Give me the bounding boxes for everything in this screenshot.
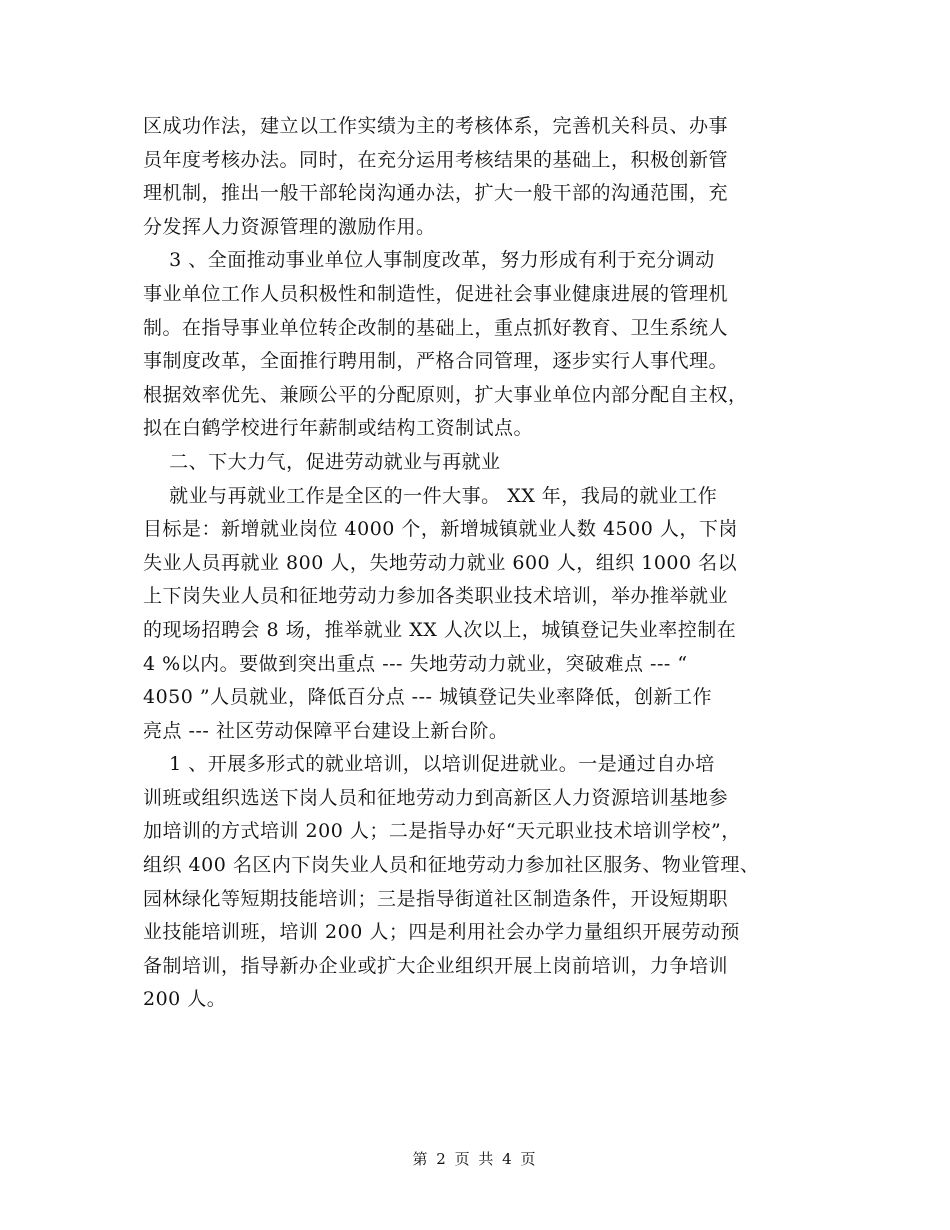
text-line: 组织 400 名区内下岗失业人员和征地劳动力参加社区服务、物业管理、 [143,854,760,877]
text-line: 200 人。 [143,988,227,1011]
text-line: 亮点 --- 社区劳动保障平台建设上新台阶。 [143,719,509,742]
text-line: 4050 ”人员就业，降低百分点 --- 城镇登记失业率降低，创新工作 [143,686,712,709]
page-footer: 第 2 页 共 4 页 [412,1150,538,1168]
text-line: 制。在指导事业单位转企改制的基础上，重点抓好教育、卫生系统人 [143,316,729,339]
text-line: 就业与再就业工作是全区的一件大事。 XX 年，我局的就业工作 [143,484,718,507]
text-line: 加培训的方式培训 200 人；二是指导办好“天元职业技术培训学校”， [143,820,741,843]
text-line: 备制培训，指导新办企业或扩大企业组织开展上岗前培训，力争培训 [143,954,729,977]
body-text [143,110,823,1017]
text-line: 的现场招聘会 8 场，推举就业 XX 人次以上，城镇登记失业率控制在 [143,618,737,641]
text-line: 区成功作法，建立以工作实绩为主的考核体系，完善机关科员、办事 [143,115,729,137]
text-line: 4 %以内。要做到突出重点 --- 失地劳动力就业，突破难点 --- “ [143,652,688,675]
text-line: 失业人员再就业 800 人，失地劳动力就业 600 人，组织 1000 名以 [143,551,738,574]
text-line: 训班或组织选送下岗人员和征地劳动力到高新区人力资源培训基地参 [143,786,729,809]
text-line: 事制度改革，全面推行聘用制，严格合同管理，逐步实行人事代理。 [143,350,729,373]
text-line: 理机制，推出一般干部轮岗沟通办法，扩大一般干部的沟通范围，充 [143,182,729,205]
text-line: 1 、开展多形式的就业培训，以培训促进就业。一是通过自办培 [143,753,715,776]
text-line: 园林绿化等短期技能培训；三是指导街道社区制造条件，开设短期职 [143,887,729,910]
section-heading: 二、下大力气，促进劳动就业与再就业 [143,450,501,473]
text-line: 分发挥人力资源管理的激励作用。 [143,215,436,238]
text-line: 事业单位工作人员积极性和制造性，促进社会事业健康进展的管理机 [143,282,729,305]
text-line: 根据效率优先、兼顾公平的分配原则，扩大事业单位内部分配自主权， [143,383,748,406]
text-line: 目标是：新增就业岗位 4000 个，新增城镇就业人数 4500 人，下岗 [143,518,738,541]
text-line: 3 、全面推动事业单位人事制度改革，努力形成有利于充分调动 [143,249,715,272]
text-line: 上下岗失业人员和征地劳动力参加各类职业技术培训，举办推举就业 [143,585,729,608]
text-line: 拟在白鹤学校进行年薪制或结构工资制试点。 [143,417,534,440]
text-line: 员年度考核办法。同时，在充分运用考核结果的基础上，积极创新管 [143,148,729,171]
text-line: 业技能培训班，培训 200 人；四是利用社会办学力量组织开展劳动预 [143,921,740,944]
